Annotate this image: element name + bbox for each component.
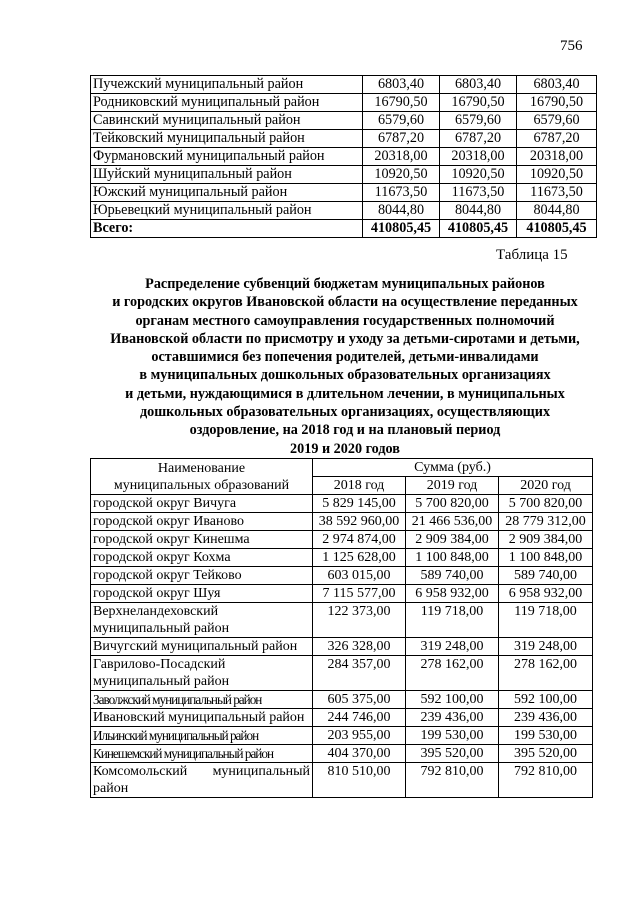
value-cell: 326 328,00 xyxy=(313,638,406,656)
value-cell: 1 100 848,00 xyxy=(499,549,593,567)
value-cell: 16790,50 xyxy=(517,94,597,112)
municipality-name: Заволжский муниципальный район xyxy=(91,691,313,709)
value-cell: 6 958 932,00 xyxy=(499,585,593,603)
value-cell: 8044,80 xyxy=(363,202,440,220)
value-cell: 605 375,00 xyxy=(313,691,406,709)
subvention-distribution-table xyxy=(90,458,593,798)
value-cell: 8044,80 xyxy=(517,202,597,220)
municipality-name: городской округ Кинешма xyxy=(91,531,313,549)
total-value: 410805,45 xyxy=(440,220,517,238)
table-row xyxy=(91,184,597,202)
value-cell: 6579,60 xyxy=(440,112,517,130)
district-name: Тейковский муниципальный район xyxy=(91,130,363,148)
page-number: 756 xyxy=(560,38,583,54)
table-row xyxy=(91,585,593,603)
value-cell: 5 700 820,00 xyxy=(406,495,499,513)
title-line: оздоровление, на 2018 год и на плановый период xyxy=(189,422,501,439)
value-cell: 319 248,00 xyxy=(406,638,499,656)
value-cell: 592 100,00 xyxy=(406,691,499,709)
value-cell: 5 700 820,00 xyxy=(499,495,593,513)
value-cell: 6803,40 xyxy=(440,76,517,94)
title-line: и детьми, нуждающимися в длительном лечении, в муниципальных xyxy=(125,385,565,402)
title-line: и городских округов Ивановской области на осуществление переданных xyxy=(112,294,578,311)
value-cell: 6579,60 xyxy=(517,112,597,130)
total-value: 410805,45 xyxy=(517,220,597,238)
table-row xyxy=(91,709,593,727)
district-name: Фурмановский муниципальный район xyxy=(91,148,363,166)
value-cell: 16790,50 xyxy=(440,94,517,112)
title-line: органам местного самоуправления государственных полномочий xyxy=(135,312,555,329)
municipality-name: Комсомольский муниципальный район xyxy=(91,763,313,798)
value-cell: 395 520,00 xyxy=(499,745,593,763)
district-name: Южский муниципальный район xyxy=(91,184,363,202)
table-row xyxy=(91,495,593,513)
value-cell: 199 530,00 xyxy=(499,727,593,745)
table-caption: Таблица 15 xyxy=(496,247,568,263)
table-row xyxy=(91,202,597,220)
header-name-line: Наименование xyxy=(157,460,246,476)
table-row xyxy=(91,745,593,763)
value-cell: 603 015,00 xyxy=(313,567,406,585)
value-cell: 589 740,00 xyxy=(406,567,499,585)
value-cell: 203 955,00 xyxy=(313,727,406,745)
total-value: 410805,45 xyxy=(363,220,440,238)
district-name: Родниковский муниципальный район xyxy=(91,94,363,112)
value-cell: 404 370,00 xyxy=(313,745,406,763)
value-cell: 8044,80 xyxy=(440,202,517,220)
value-cell: 2 909 384,00 xyxy=(499,531,593,549)
value-cell: 11673,50 xyxy=(440,184,517,202)
value-cell: 11673,50 xyxy=(517,184,597,202)
value-cell: 20318,00 xyxy=(517,148,597,166)
district-name: Савинский муниципальный район xyxy=(91,112,363,130)
value-cell: 1 125 628,00 xyxy=(313,549,406,567)
table-row xyxy=(91,112,597,130)
header-row xyxy=(91,459,593,477)
value-cell: 395 520,00 xyxy=(406,745,499,763)
table-row xyxy=(91,531,593,549)
value-cell: 6803,40 xyxy=(363,76,440,94)
header-year: 2020 год xyxy=(499,477,593,495)
table-row xyxy=(91,94,597,112)
value-cell: 810 510,00 xyxy=(313,763,406,798)
table-row xyxy=(91,549,593,567)
value-cell: 5 829 145,00 xyxy=(313,495,406,513)
title-line: 2019 и 2020 годов xyxy=(290,440,400,457)
value-cell: 592 100,00 xyxy=(499,691,593,709)
value-cell: 20318,00 xyxy=(440,148,517,166)
municipality-name: Гаврилово-Посадский муниципальный район xyxy=(91,656,313,691)
table-row xyxy=(91,656,593,691)
value-cell: 6803,40 xyxy=(517,76,597,94)
value-cell: 10920,50 xyxy=(517,166,597,184)
district-name: Шуйский муниципальный район xyxy=(91,166,363,184)
value-cell: 6787,20 xyxy=(517,130,597,148)
value-cell: 6579,60 xyxy=(363,112,440,130)
title-line: в муниципальных дошкольных образовательных организациях xyxy=(139,367,551,384)
table-row xyxy=(91,513,593,531)
value-cell: 278 162,00 xyxy=(406,656,499,691)
municipality-name: Кинешемский муниципальный район xyxy=(91,745,313,763)
municipality-name: Ивановский муниципальный район xyxy=(91,709,313,727)
district-name: Юрьевецкий муниципальный район xyxy=(91,202,363,220)
header-name-line: муниципальных образований xyxy=(113,477,290,493)
header-sum: Сумма (руб.) xyxy=(313,459,593,477)
value-cell: 28 779 312,00 xyxy=(499,513,593,531)
table-row xyxy=(91,763,593,798)
value-cell: 38 592 960,00 xyxy=(313,513,406,531)
table-row xyxy=(91,148,597,166)
value-cell: 119 718,00 xyxy=(499,603,593,638)
municipality-name: городской округ Тейково xyxy=(91,567,313,585)
table-row xyxy=(91,166,597,184)
municipality-name: Вичугский муниципальный район xyxy=(91,638,313,656)
table-row xyxy=(91,76,597,94)
table-row xyxy=(91,130,597,148)
municipality-name: городской округ Кохма xyxy=(91,549,313,567)
value-cell: 16790,50 xyxy=(363,94,440,112)
municipality-name: городской округ Иваново xyxy=(91,513,313,531)
value-cell: 239 436,00 xyxy=(499,709,593,727)
value-cell: 122 373,00 xyxy=(313,603,406,638)
header-name xyxy=(91,459,313,495)
value-cell: 21 466 536,00 xyxy=(406,513,499,531)
title-line: Ивановской области по присмотру и уходу за детьми-сиротами и детьми, xyxy=(110,330,580,347)
value-cell: 792 810,00 xyxy=(406,763,499,798)
value-cell: 119 718,00 xyxy=(406,603,499,638)
table-row xyxy=(91,691,593,709)
value-cell: 11673,50 xyxy=(363,184,440,202)
title-line: Распределение субвенций бюджетам муниципальных районов xyxy=(145,276,545,292)
value-cell: 239 436,00 xyxy=(406,709,499,727)
value-cell: 2 909 384,00 xyxy=(406,531,499,549)
value-cell: 6787,20 xyxy=(363,130,440,148)
value-cell: 589 740,00 xyxy=(499,567,593,585)
value-cell: 20318,00 xyxy=(363,148,440,166)
header-year: 2018 год xyxy=(313,477,406,495)
value-cell: 278 162,00 xyxy=(499,656,593,691)
title-line: оставшимися без попечения родителей, детьми-инвалидами xyxy=(151,349,539,366)
value-cell: 244 746,00 xyxy=(313,709,406,727)
value-cell: 6 958 932,00 xyxy=(406,585,499,603)
value-cell: 6787,20 xyxy=(440,130,517,148)
value-cell: 319 248,00 xyxy=(499,638,593,656)
header-year: 2019 год xyxy=(406,477,499,495)
table-row xyxy=(91,727,593,745)
table-row xyxy=(91,567,593,585)
table-row xyxy=(91,638,593,656)
value-cell: 792 810,00 xyxy=(499,763,593,798)
table-row xyxy=(91,603,593,638)
value-cell: 10920,50 xyxy=(363,166,440,184)
value-cell: 1 100 848,00 xyxy=(406,549,499,567)
value-cell: 7 115 577,00 xyxy=(313,585,406,603)
value-cell: 199 530,00 xyxy=(406,727,499,745)
municipality-name: Верхнеландеховский муниципальный район xyxy=(91,603,313,638)
total-label: Всего: xyxy=(91,220,363,238)
value-cell: 10920,50 xyxy=(440,166,517,184)
value-cell: 2 974 874,00 xyxy=(313,531,406,549)
table-title xyxy=(80,275,610,458)
municipality-name: городской округ Шуя xyxy=(91,585,313,603)
subsidy-table-continued xyxy=(90,75,597,238)
value-cell: 284 357,00 xyxy=(313,656,406,691)
total-row xyxy=(91,220,597,238)
title-line: дошкольных образовательных организациях, осуществляющих xyxy=(139,404,551,421)
municipality-name: Ильинский муниципальный район xyxy=(91,727,313,745)
municipality-name: городской округ Вичуга xyxy=(91,495,313,513)
district-name: Пучежский муниципальный район xyxy=(91,76,363,94)
